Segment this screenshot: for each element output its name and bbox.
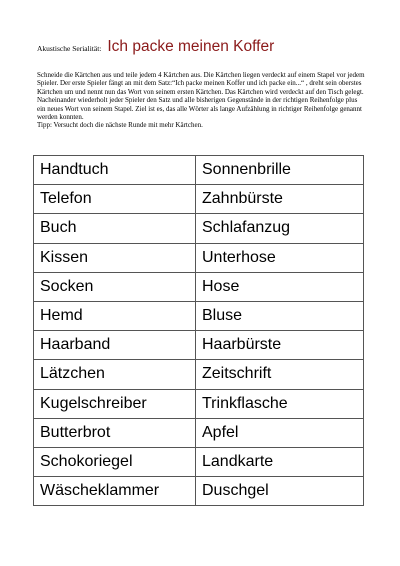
table-row (34, 418, 364, 447)
word-card: Wäscheklammer (34, 477, 196, 506)
word-card: Schokoriegel (34, 447, 196, 476)
word-card: Apfel (196, 418, 364, 447)
table-row (34, 389, 364, 418)
table-row (34, 331, 364, 360)
header-kicker: Akustische Serialität: (37, 44, 102, 53)
instructions-paragraph: Schneide die Kärtchen aus und teile jedem 4 Kärtchen aus. Die Kärtchen liegen verdeckt auf einem Stapel vor jedem Spieler. Der erste Spieler fängt an mit dem Satz:“Ich packe meinen Koffer und ich packe ein...“ , dreht sein oberstes Kärtchen um und nennt nun das Wort von seinem ersten Kärtchen. Das Kärtchen wird verdeckt auf den Tisch gelegt. Nacheinander wiederholt jeder Spieler den Satz und alle bisherigen Gegenstände in der richtigen Reihenfolge plus ein neues Wort von seinem Stapel. Ziel ist es, das alle Wörter als lange Aufzählung in richtiger Reihenfolge genannt werden konnten. (37, 71, 365, 122)
word-card: Handtuch (34, 156, 196, 185)
word-card: Landkarte (196, 447, 364, 476)
instructions-tip: Tipp: Versucht doch die nächste Runde mit mehr Kärtchen. (37, 121, 203, 130)
table-row (34, 301, 364, 330)
word-card: Lätzchen (34, 360, 196, 389)
table-row (34, 360, 364, 389)
table-row (34, 156, 364, 185)
word-card: Kissen (34, 243, 196, 272)
table-row (34, 447, 364, 476)
word-card: Schlafanzug (196, 214, 364, 243)
word-card: Haarband (34, 331, 196, 360)
word-card: Zahnbürste (196, 185, 364, 214)
table-row (34, 243, 364, 272)
table-row (34, 477, 364, 506)
word-card: Zeitschrift (196, 360, 364, 389)
table-row (34, 185, 364, 214)
instructions-text (37, 71, 367, 130)
table-row (34, 272, 364, 301)
word-card: Trinkflasche (196, 389, 364, 418)
word-card: Hose (196, 272, 364, 301)
word-card: Duschgel (196, 477, 364, 506)
word-card: Butterbrot (34, 418, 196, 447)
word-card: Bluse (196, 301, 364, 330)
word-cards-table (33, 155, 364, 506)
word-card: Kugelschreiber (34, 389, 196, 418)
word-card: Haarbürste (196, 331, 364, 360)
word-card: Telefon (34, 185, 196, 214)
word-card: Unterhose (196, 243, 364, 272)
word-card: Buch (34, 214, 196, 243)
worksheet-header (37, 38, 367, 56)
word-card: Hemd (34, 301, 196, 330)
page-title: Ich packe meinen Koffer (107, 38, 275, 55)
table-row (34, 214, 364, 243)
word-card: Sonnenbrille (196, 156, 364, 185)
word-card: Socken (34, 272, 196, 301)
